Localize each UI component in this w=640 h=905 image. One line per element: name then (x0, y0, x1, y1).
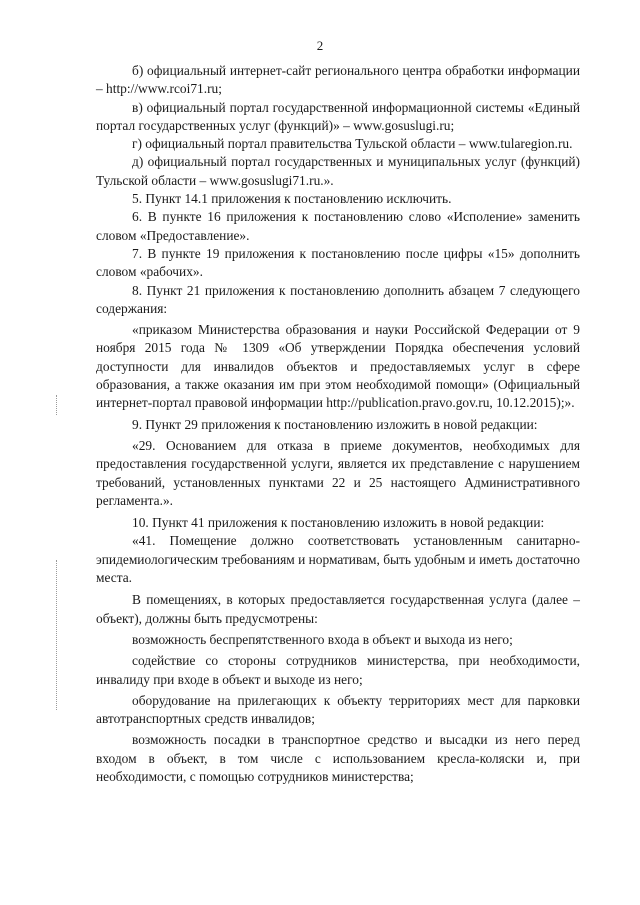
document-body (96, 62, 580, 786)
paragraph-item-g: г) официальный портал правительства Тульской области – www.tularegion.ru. (132, 136, 573, 152)
scan-margin-mark (56, 560, 57, 710)
paragraph-point-7: 7. В пункте 19 приложения к постановлению после цифры «15» дополнить словом «рабочих». (96, 245, 580, 280)
paragraph-premises: В помещениях, в которых предоставляется государственная услуга (далее – объект), должны быть предусмотрены: (96, 592, 580, 626)
paragraph-parking: оборудование на прилегающих к объекту территориях мест для парковки автотранспортных средств инвалидов; (96, 692, 580, 727)
paragraph-order-quote: «приказом Министерства образования и науки Российской Федерации от 9 ноября 2015 года № 1309 «Об утверждении Порядка обеспечения условий доступности для инвалидов объектов и предоставляемых услуг в сфере образования, а также оказания им при этом необходимой помощи» (Официальный интернет-портал правовой информации http://publication.pravo.gov.ru, 10.12.2015);». (96, 322, 580, 411)
paragraph-transport-boarding: возможность посадки в транспортное средство и высадки из него перед входом в объект, в том числе с использованием кресла-коляски и, при необходимости, с помощью сотрудников министерства; (96, 732, 580, 784)
paragraph-entry-access: возможность беспрепятственного входа в объект и выхода из него; (132, 631, 513, 647)
paragraph-point-8: 8. Пункт 21 приложения к постановлению дополнить абзацем 7 следующего содержания: (96, 282, 580, 316)
paragraph-item-d: д) официальный портал государственных и муниципальных услуг (функций) Тульской области – www.gosuslugi71.ru.». (96, 154, 580, 188)
paragraph-point-5: 5. Пункт 14.1 приложения к постановлению исключить. (132, 191, 452, 207)
paragraph-clause-29: «29. Основанием для отказа в приеме документов, необходимых для предоставления государственной услуги, является их представление с нарушением требований, установленных пунктами 22 и 25 настоящего Административного регламента.». (96, 437, 580, 508)
paragraph-staff-assistance: содействие со стороны сотрудников министерства, при необходимости, инвалиду при входе в объект и выходе из него; (96, 653, 580, 687)
paragraph-point-9: 9. Пункт 29 приложения к постановлению изложить в новой редакции: (132, 416, 538, 432)
paragraph-clause-41: «41. Помещение должно соответствовать установленным санитарно-эпидемиологическим требованиям и нормативам, быть удобным и иметь достаточно места. (96, 533, 580, 586)
scan-margin-mark (56, 395, 57, 415)
paragraph-item-b: б) официальный интернет-сайт регионального центра обработки информации – http://www.rcoi71.ru; (96, 63, 580, 97)
paragraph-point-6: 6. В пункте 16 приложения к постановлению слово «Исполение» заменить словом «Предоставление». (96, 209, 580, 243)
paragraph-point-10: 10. Пункт 41 приложения к постановлению изложить в новой редакции: (132, 515, 545, 531)
paragraph-item-v: в) официальный портал государственной информационной системы «Единый портал государственных услуг (функций)» – www.gosuslugi.ru; (96, 99, 580, 133)
page-number: 2 (316, 38, 324, 53)
